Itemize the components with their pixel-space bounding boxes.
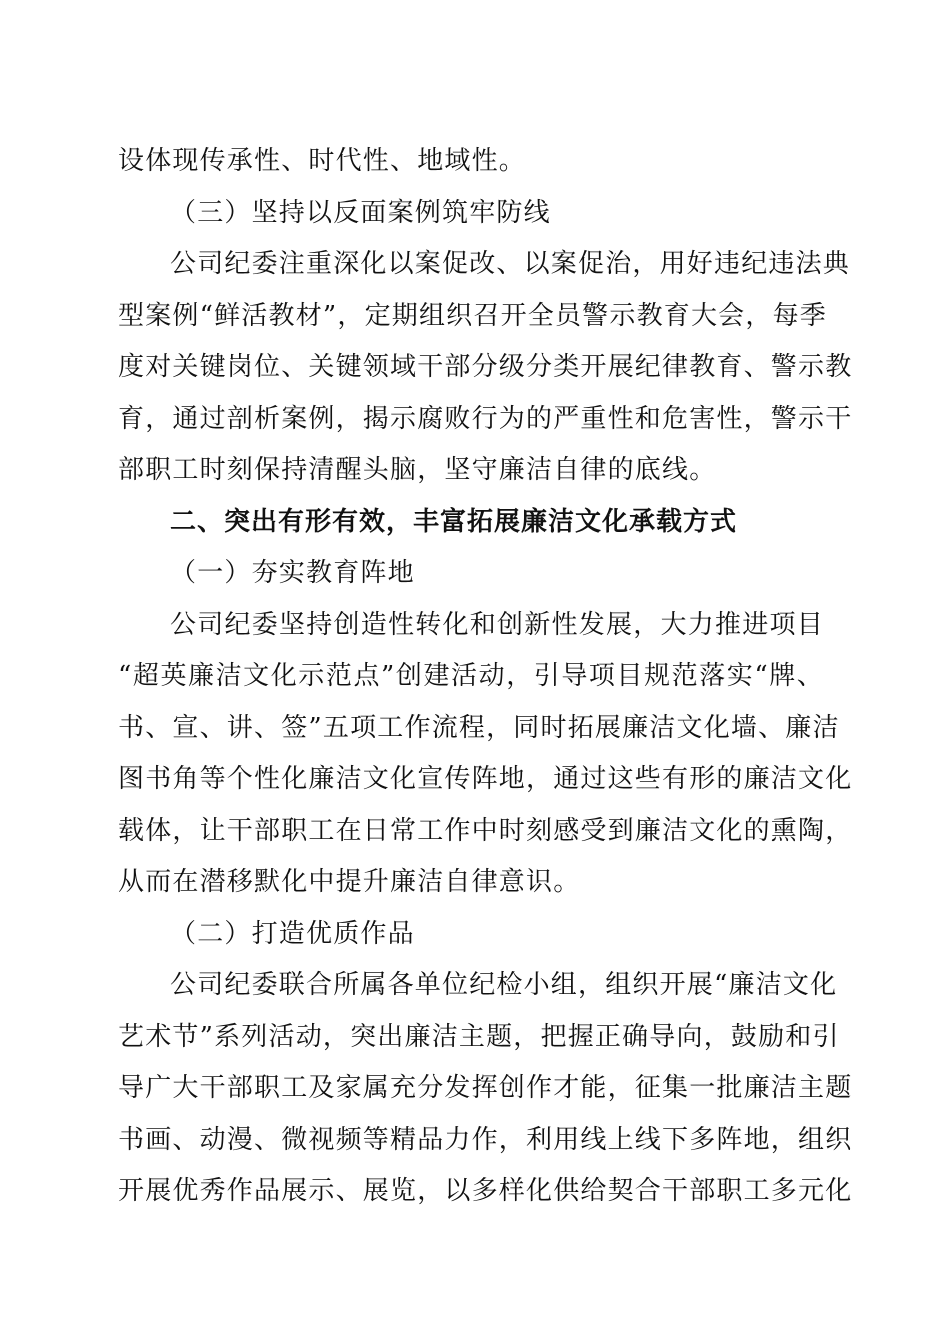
section-heading: 二、突出有形有效，丰富拓展廉洁文化承载方式 — [170, 506, 738, 537]
paragraph-line: 载体，让干部职工在日常工作中时刻感受到廉洁文化的熏陶， — [118, 815, 853, 846]
paragraph-line: 型案例“鲜活教材”，定期组织召开全员警示教育大会，每季 — [118, 300, 827, 331]
paragraph-line: 公司纪委联合所属各单位纪检小组，组织开展“廉洁文化 — [170, 970, 838, 1000]
section-subheading: （一）夯实教育阵地 — [170, 558, 415, 588]
paragraph-line: 书、宣、讲、签”五项工作流程，同时拓展廉洁文化墙、廉洁 — [118, 712, 840, 743]
section-subheading: （二）打造优质作品 — [170, 918, 415, 949]
paragraph-line: 书画、动漫、微视频等精品力作，利用线上线下多阵地，组织 — [118, 1124, 853, 1155]
paragraph-line: 度对关键岗位、关键领域干部分级分类开展纪律教育、警示教 — [118, 352, 853, 382]
paragraph-line: 导广大干部职工及家属充分发挥创作才能，征集一批廉洁主题 — [118, 1073, 853, 1103]
section-subheading: （三）坚持以反面案例筑牢防线 — [170, 197, 551, 228]
paragraph-line: 开展优秀作品展示、展览，以多样化供给契合干部职工多元化 — [118, 1176, 853, 1206]
paragraph-line: 部职工时刻保持清醒头脑，坚守廉洁自律的底线。 — [118, 455, 717, 485]
paragraph-line: 育，通过剖析案例，揭示腐败行为的严重性和危害性，警示干 — [118, 403, 853, 434]
paragraph-line: 艺术节”系列活动，突出廉洁主题，把握正确导向，鼓励和引 — [118, 1021, 840, 1052]
document-body — [118, 136, 853, 1218]
paragraph-line: 公司纪委坚持创造性转化和创新性发展，大力推进项目 — [170, 609, 824, 640]
paragraph-line: 从而在潜移默化中提升廉洁自律意识。 — [118, 867, 581, 897]
paragraph-line: “超英廉洁文化示范点”创建活动，引导项目规范落实“牌、 — [118, 661, 824, 691]
paragraph-line: 图书角等个性化廉洁文化宣传阵地，通过这些有形的廉洁文化 — [118, 764, 853, 794]
paragraph-line: 设体现传承性、时代性、地域性。 — [118, 146, 527, 176]
paragraph-line: 公司纪委注重深化以案促改、以案促治，用好违纪违法典 — [170, 249, 851, 279]
